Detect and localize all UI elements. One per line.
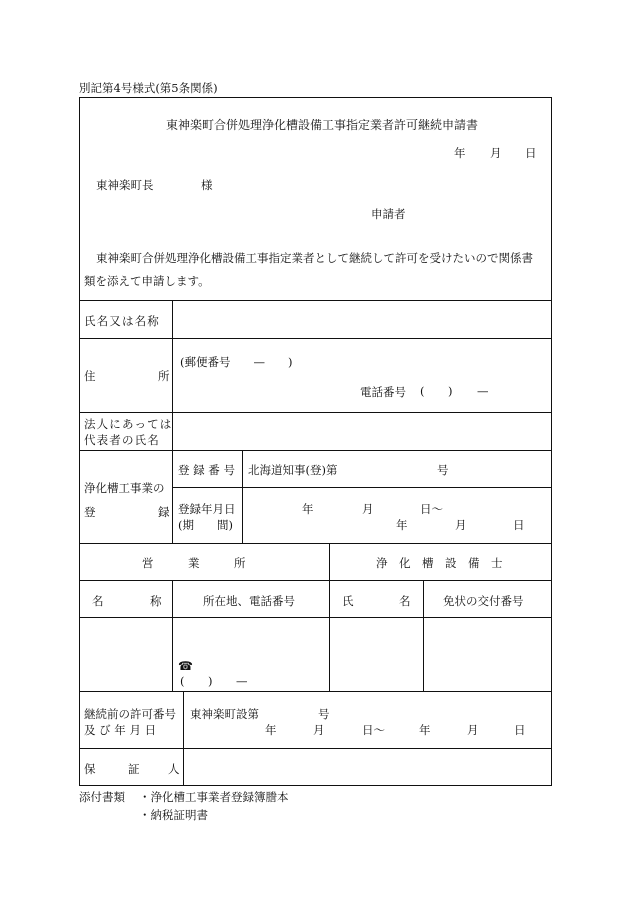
septic-label-2a: 登 bbox=[84, 505, 96, 519]
representative-field[interactable] bbox=[176, 416, 548, 446]
prior-license-label-2: 及 び 年 月 日 bbox=[84, 723, 157, 737]
attachments-label: 添付書類 bbox=[79, 790, 125, 804]
border-left bbox=[79, 97, 80, 786]
prior-to-year: 年 bbox=[419, 723, 431, 737]
representative-label-2: 代表者の氏名 bbox=[84, 433, 160, 447]
prior-from-month: 月 bbox=[313, 723, 325, 737]
rule bbox=[172, 580, 173, 692]
registration-number-suffix: 号 bbox=[437, 463, 449, 477]
phone-paren-open: ( bbox=[420, 384, 425, 398]
address-label-b: 所 bbox=[158, 369, 170, 383]
col-person-a: 氏 bbox=[342, 594, 354, 608]
guarantor-field[interactable] bbox=[188, 752, 548, 780]
date-year: 年 bbox=[454, 146, 466, 160]
prior-license-value: 東神楽町設第 bbox=[190, 707, 259, 721]
office-header: 営 業 所 bbox=[142, 556, 246, 570]
rule bbox=[79, 617, 552, 618]
rule bbox=[172, 487, 552, 488]
rule bbox=[79, 300, 552, 301]
addressee-honorific: 様 bbox=[201, 178, 213, 192]
reg-from-day: 日〜 bbox=[420, 502, 443, 516]
body-text-line1: 東神楽町合併処理浄化槽設備工事指定業者として継続して許可を受けたいので関係書 bbox=[96, 251, 533, 265]
table-phone-paren-close: ) bbox=[208, 674, 213, 688]
border-top bbox=[79, 97, 552, 98]
registration-date-label-2: (期 間) bbox=[178, 518, 233, 532]
representative-label-1: 法人にあっては bbox=[84, 417, 173, 431]
septic-label-1: 浄化槽工事業の bbox=[84, 481, 165, 495]
reg-to-year: 年 bbox=[396, 518, 408, 532]
reg-from-month: 月 bbox=[362, 502, 374, 516]
col-license: 免状の交付番号 bbox=[443, 594, 524, 608]
phone-paren-close: ) bbox=[448, 384, 453, 398]
registration-number-label: 登 録 番 号 bbox=[178, 463, 235, 477]
form-title: 東神楽町合併処理浄化槽設備工事指定業者許可継続申請書 bbox=[166, 118, 479, 132]
rule bbox=[79, 412, 552, 413]
prior-from-year: 年 bbox=[265, 723, 277, 737]
rule bbox=[79, 691, 552, 692]
name-field[interactable] bbox=[176, 304, 548, 334]
rule bbox=[79, 338, 552, 339]
prior-license-suffix: 号 bbox=[318, 707, 330, 721]
prior-to-day: 日 bbox=[514, 723, 526, 737]
telephone-icon: ☎ bbox=[178, 659, 193, 673]
attachment-item: ・浄化槽工事業者登録簿謄本 bbox=[139, 790, 289, 804]
rule bbox=[79, 450, 552, 451]
rule bbox=[183, 691, 184, 786]
prior-license-label-1: 継続前の許可番号 bbox=[84, 707, 176, 721]
reg-to-month: 月 bbox=[455, 518, 467, 532]
applicant-label: 申請者 bbox=[371, 207, 406, 221]
rule bbox=[79, 748, 552, 749]
body-text-line2: 類を添えて申請します。 bbox=[84, 274, 210, 288]
rule bbox=[423, 580, 424, 692]
septic-label-2b: 録 bbox=[158, 505, 170, 519]
border-right bbox=[551, 97, 552, 786]
date-month: 月 bbox=[490, 146, 502, 160]
attachment-item: ・納税証明書 bbox=[139, 808, 208, 822]
engineer-header: 浄 化 槽 設 備 士 bbox=[376, 556, 503, 570]
rule bbox=[79, 543, 552, 544]
table-phone-paren-open: ( bbox=[180, 674, 185, 688]
date-day: 日 bbox=[525, 146, 537, 160]
col-name-b: 称 bbox=[150, 594, 162, 608]
col-person-b: 名 bbox=[399, 594, 411, 608]
phone-dash: — bbox=[477, 384, 489, 398]
form-reference: 別記第4号様式(第5条関係) bbox=[79, 81, 218, 95]
border-bottom bbox=[79, 785, 552, 786]
prior-from-day: 日〜 bbox=[362, 723, 385, 737]
reg-from-year: 年 bbox=[302, 502, 314, 516]
guarantor-label-a: 保 bbox=[84, 762, 96, 776]
col-location: 所在地、電話番号 bbox=[203, 594, 295, 608]
registration-date-label-1: 登録年月日 bbox=[178, 502, 236, 516]
addressee-name: 東神楽町長 bbox=[96, 178, 154, 192]
postal-code: (郵便番号 — ) bbox=[180, 355, 293, 369]
rule bbox=[329, 543, 330, 692]
address-label-a: 住 bbox=[84, 369, 96, 383]
name-label: 氏名又は名称 bbox=[84, 314, 160, 328]
prior-to-month: 月 bbox=[467, 723, 479, 737]
guarantor-label-c: 人 bbox=[168, 762, 180, 776]
registration-number-value: 北海道知事(登)第 bbox=[248, 463, 338, 477]
rule bbox=[79, 580, 552, 581]
col-name-a: 名 bbox=[92, 594, 104, 608]
reg-to-day: 日 bbox=[513, 518, 525, 532]
guarantor-label-b: 証 bbox=[128, 762, 140, 776]
rule bbox=[242, 450, 243, 544]
table-phone-dash: — bbox=[236, 674, 248, 688]
phone-label: 電話番号 bbox=[360, 385, 406, 399]
